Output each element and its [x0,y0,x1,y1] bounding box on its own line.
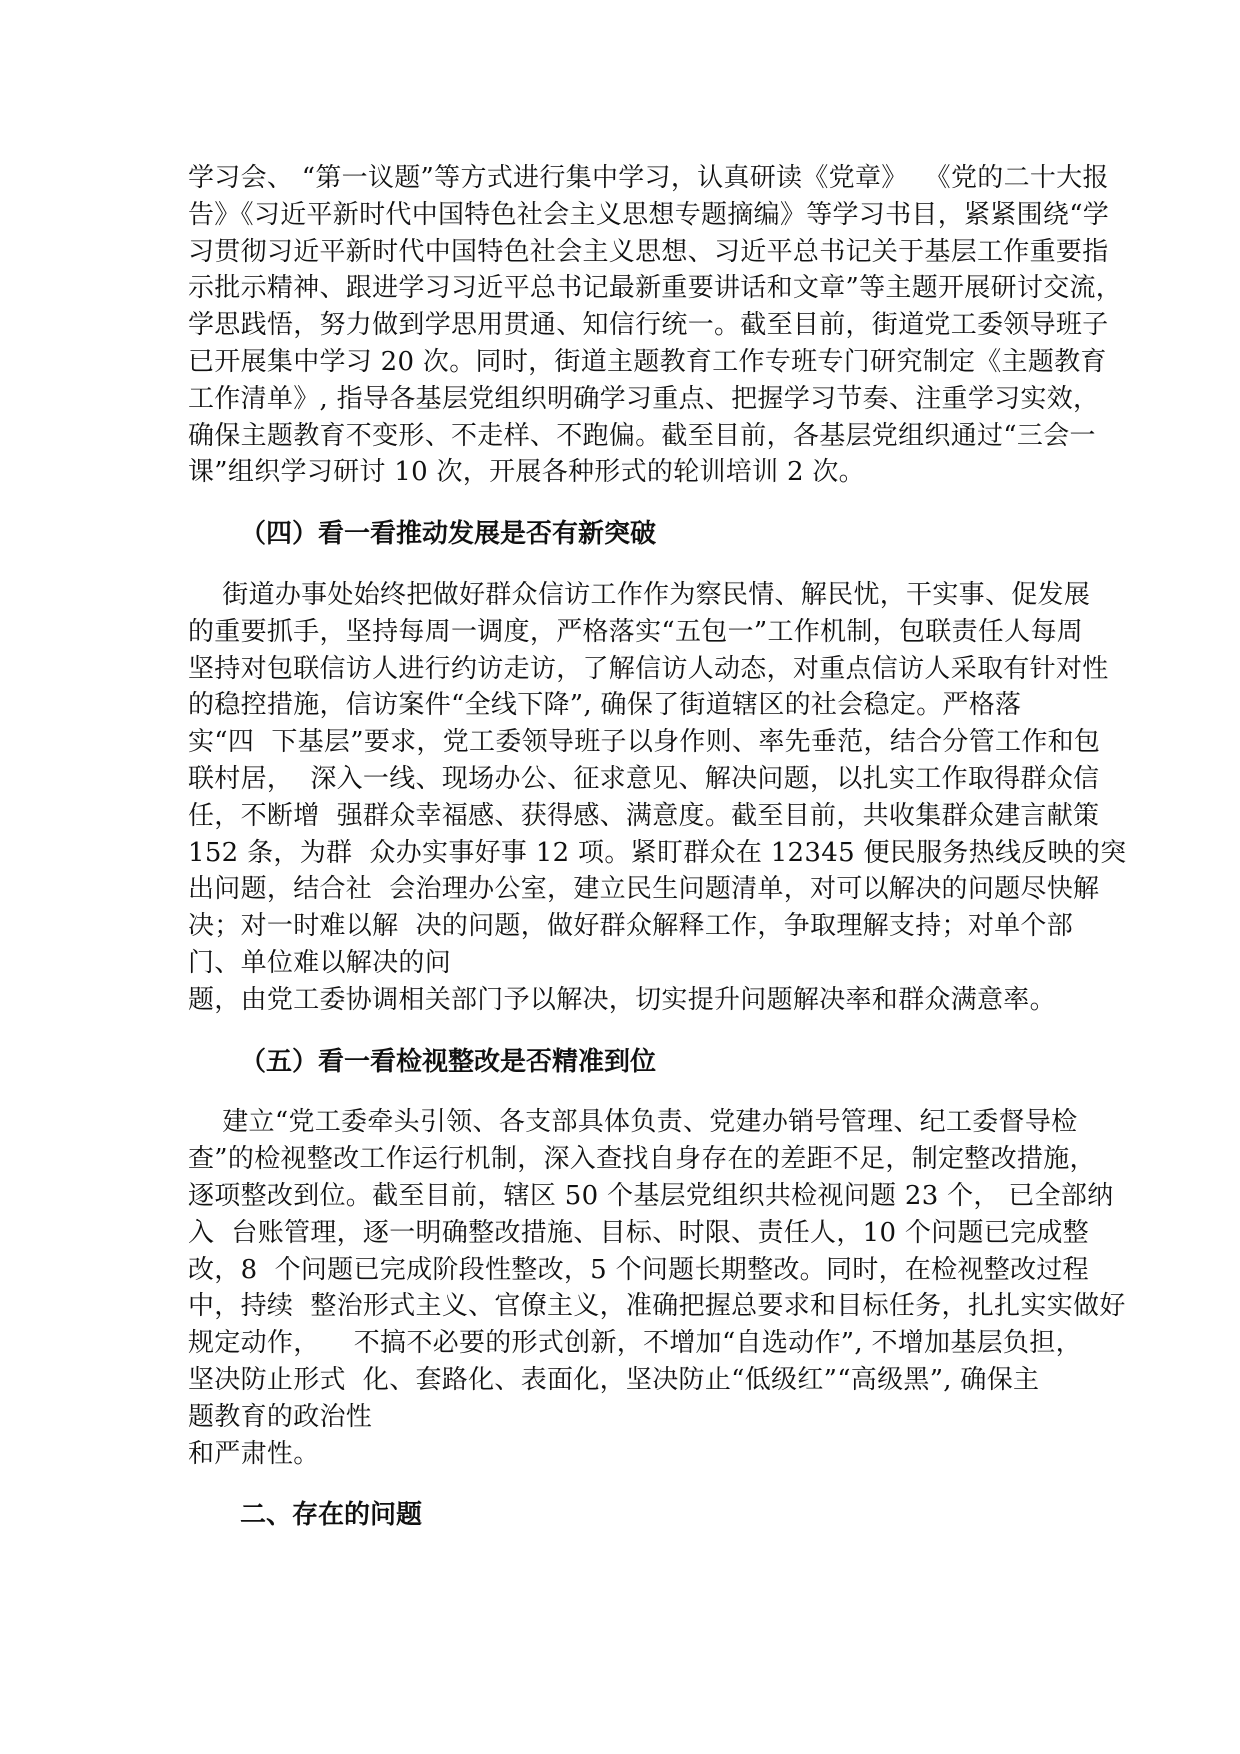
paragraph-study [188,160,1123,491]
text-line: 入 台账管理，逐一明确整改措施、目标、时限、责任人，10 个问题已完成整 [188,1217,1089,1248]
section-heading-problems: 二、存在的问题 [240,1500,423,1531]
text-line: 联村居， 深入一线、现场办公、征求意见、解决问题，以扎实工作取得群众信 [188,763,1100,794]
text-line: 工作清单》, 指导各基层党组织明确学习重点、把握学习节奏、注重学习实效， [188,383,1100,414]
spacer [188,491,1052,516]
text-line: 的重要抓手，坚持每周一调度，严格落实“五包一”工作机制，包联责任人每周 [188,616,1084,647]
text-line: 逐项整改到位。截至目前，辖区 50 个基层党组织共检视问题 23 个， 已全部纳 [188,1180,1114,1211]
section-heading-5: （五）看一看检视整改是否精准到位 [240,1046,657,1077]
spacer [188,553,1052,577]
section-heading-4: （四）看一看推动发展是否有新突破 [240,519,657,550]
text-line: 门、单位难以解决的问 [188,947,452,978]
spacer [188,1472,1052,1497]
text-line: 出问题，结合社 会治理办公室，建立民生问题清单，对可以解决的问题尽快解 [188,874,1100,905]
text-line: 示批示精神、跟进学习习近平总书记最新重要讲话和文章”等主题开展研讨交流， [188,273,1123,304]
text-line: 坚决防止形式 化、套路化、表面化，坚决防止“低级红”“高级黑”, 确保主 [188,1364,1040,1395]
text-line: 习贯彻习近平新时代中国特色社会主义思想、习近平总书记关于基层工作重要指 [188,236,1109,267]
text-line: 的稳控措施，信访案件“全线下降”, 确保了街道辖区的社会稳定。严格落 [188,690,1022,721]
text-line: 实“四 下基层”要求，党工委领导班子以身作则、率先垂范，结合分管工作和包 [188,727,1101,758]
text-line: 决；对一时难以解 决的问题，做好群众解释工作，争取理解支持；对单个部 [188,911,1074,942]
text-line: 任，不断增 强群众幸福感、获得感、满意度。截至目前，共收集群众建言献策 [188,800,1100,831]
spacer [188,1080,1052,1104]
text-line: 学思践悟，努力做到学思用贯通、知信行统一。截至目前，街道党工委领导班子 [188,310,1109,341]
text-line: 学习会、 “第一议题”等方式进行集中学习，认真研读《党章》 《党的二十大报 [188,163,1109,193]
document-body [188,160,1127,1534]
text-line: 改，8 个问题已完成阶段性整改，5 个问题长期整改。同时，在检视整改过程 [188,1254,1089,1285]
text-line: 查”的检视整改工作运行机制，深入查找自身存在的差距不足，制定整改措施， [188,1144,1096,1175]
text-line: 告》《习近平新时代中国特色社会主义思想专题摘编》等学习书目，紧紧围绕“学 [188,199,1110,230]
text-line: 坚持对包联信访人进行约访走访，了解信访人动态，对重点信访人采取有针对性 [188,653,1109,684]
text-line: 建立“党工委牵头引领、各支部具体负责、党建办销号管理、纪工委督导检 [188,1107,1078,1138]
text-line: 规定动作， 不搞不必要的形式创新，不增加“自选动作”, 不增加基层负担， [188,1328,1082,1359]
paragraph-rectification [188,1104,1126,1472]
text-line: 和严肃性。 [188,1438,320,1469]
text-line: 题教育的政治性 [188,1401,373,1432]
text-line: 题，由党工委协调相关部门予以解决，切实提升问题解决率和群众满意率。 [188,984,1056,1015]
text-line: 152 条，为群 众办实事好事 12 项。紧盯群众在 12345 便民服务热线反映的突 [188,837,1127,868]
text-line: 中，持续 整治形式主义、官僚主义，准确把握总要求和目标任务，扎扎实实做好 [188,1291,1126,1322]
text-line: 确保主题教育不变形、不走样、不跑偏。截至目前，各基层党组织通过“三会一 [188,420,1096,451]
spacer [188,1019,1052,1044]
text-line: 街道办事处始终把做好群众信访工作作为察民情、解民忧，干实事、促发展 [188,579,1091,610]
text-line: 已开展集中学习 20 次。同时，街道主题教育工作专班专门研究制定《主题教育 [188,346,1107,377]
paragraph-development [188,577,1127,1019]
text-line: 课”组织学习研讨 10 次，开展各种形式的轮训培训 2 次。 [188,457,865,488]
